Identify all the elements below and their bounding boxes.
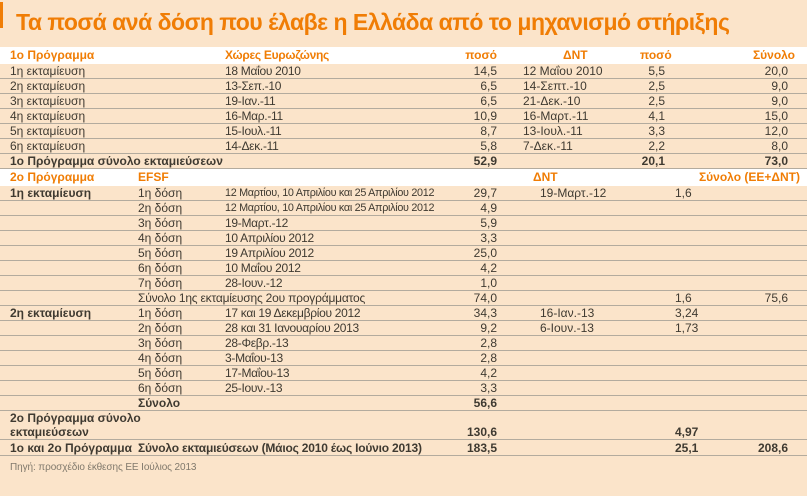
subtotal-label: Σύνολο bbox=[138, 396, 181, 410]
tranche-label: 1η εκταμίευση bbox=[10, 186, 92, 200]
efsf-date: 25-Ιουν.-13 bbox=[225, 381, 283, 395]
dose-label: 2η δόση bbox=[138, 321, 183, 335]
title-bar bbox=[0, 0, 807, 47]
efsf-amount: 74,0 bbox=[473, 291, 497, 305]
imf-date: 19-Μαρτ.-12 bbox=[540, 186, 607, 200]
total-amount: 12,0 bbox=[764, 124, 788, 138]
efsf-date: 10 Μαΐου 2012 bbox=[225, 261, 301, 275]
tranche1-subtotal-row bbox=[0, 291, 807, 306]
efsf-date: 28-Ιουν.-12 bbox=[225, 276, 283, 290]
efsf-amount: 2,8 bbox=[480, 336, 497, 350]
efsf-amount: 130,6 bbox=[466, 425, 497, 439]
ez-date: 14-Δεκ.-11 bbox=[225, 139, 279, 153]
imf-amount: 1,73 bbox=[675, 321, 699, 335]
efsf-column-header: EFSF bbox=[138, 170, 169, 184]
dose-label: 1η δόση bbox=[138, 186, 183, 200]
total-column-header: Σύνολο bbox=[752, 48, 795, 62]
imf-amount-column-header: ποσό bbox=[640, 48, 672, 62]
dose-label: 5η δόση bbox=[138, 246, 183, 260]
efsf-amount: 1,0 bbox=[480, 276, 497, 290]
efsf-date: 28-Φεβρ.-13 bbox=[225, 336, 289, 350]
total-amount: 20,0 bbox=[764, 64, 788, 78]
tranche-label: 4η εκταμίευση bbox=[10, 109, 86, 123]
dose-label: 6η δόση bbox=[138, 261, 183, 275]
imf-amount: 2,5 bbox=[648, 94, 665, 108]
table-row bbox=[0, 109, 807, 124]
imf-amount: 25,1 bbox=[675, 441, 699, 455]
imf-date: 7-Δεκ.-11 bbox=[523, 139, 573, 153]
imf-amount: 1,6 bbox=[675, 291, 692, 305]
table-row bbox=[0, 139, 807, 154]
imf-column-header: ΔΝΤ bbox=[563, 48, 588, 62]
efsf-date: 19-Μαρτ.-12 bbox=[225, 216, 289, 230]
table-row bbox=[0, 246, 807, 261]
eurozone-column-header: Χώρες Ευρωζώνης bbox=[225, 48, 329, 62]
chart-title: Τα ποσά ανά δόση που έλαβε η Ελλάδα από το μηχανισμό στήριξης bbox=[16, 9, 730, 35]
efsf-date: 12 Μαρτίου, 10 Απριλίου και 25 Απριλίου 2012 bbox=[225, 187, 435, 199]
imf-date: 12 Μαΐου 2010 bbox=[523, 64, 603, 78]
ez-amount: 14,5 bbox=[473, 64, 497, 78]
dose-label: 5η δόση bbox=[138, 366, 183, 380]
total-amount: 9,0 bbox=[771, 94, 788, 108]
imf-date: 6-Ιουν.-13 bbox=[540, 321, 594, 335]
efsf-date: 19 Απριλίου 2012 bbox=[225, 246, 314, 260]
grand-total-row bbox=[0, 440, 807, 456]
table-row bbox=[0, 186, 807, 201]
total-amount: 208,6 bbox=[757, 441, 788, 455]
imf-date: 14-Σεπτ.-10 bbox=[523, 79, 587, 93]
imf-column-header: ΔΝΤ bbox=[533, 170, 558, 184]
ez-date: 18 Μαΐου 2010 bbox=[225, 64, 301, 78]
table-row bbox=[0, 381, 807, 396]
efsf-date: 12 Μαρτίου, 10 Απριλίου και 25 Απριλίου 2012 bbox=[225, 202, 435, 214]
efsf-date: 17 και 19 Δεκεμβρίου 2012 bbox=[225, 306, 361, 320]
dose-label: 2η δόση bbox=[138, 201, 183, 215]
efsf-amount: 183,5 bbox=[466, 441, 497, 455]
efsf-date: 10 Απριλίου 2012 bbox=[225, 231, 314, 245]
program2-total-row bbox=[0, 411, 807, 440]
total-label: 1ο Πρόγραμμα σύνολο εκταμιεύσεων bbox=[10, 154, 223, 168]
imf-date: 16-Μαρτ.-11 bbox=[523, 109, 589, 123]
table-row bbox=[0, 336, 807, 351]
table-row bbox=[0, 79, 807, 94]
program2-header-row bbox=[0, 169, 807, 186]
ez-amount: 6,5 bbox=[480, 94, 497, 108]
grand-total-description: Σύνολο εκταμιεύσεων (Μάιος 2010 έως Ιούνιο 2013) bbox=[138, 441, 422, 455]
efsf-amount: 3,3 bbox=[480, 381, 497, 395]
total-amount: 15,0 bbox=[764, 109, 788, 123]
efsf-amount: 34,3 bbox=[473, 306, 497, 320]
table-row bbox=[0, 276, 807, 291]
grand-total-label: 1ο και 2ο Πρόγραμμα bbox=[10, 441, 132, 455]
table-row bbox=[0, 231, 807, 246]
imf-amount: 4,1 bbox=[648, 109, 665, 123]
efsf-amount: 5,9 bbox=[480, 216, 497, 230]
program2-header-label: 2ο Πρόγραμμα bbox=[10, 170, 95, 184]
ez-date: 13-Σεπ.-10 bbox=[225, 79, 282, 93]
ez-date: 19-Ιαν.-11 bbox=[225, 94, 276, 108]
accent-bar bbox=[0, 2, 3, 28]
dose-label: 6η δόση bbox=[138, 381, 183, 395]
efsf-amount: 9,2 bbox=[480, 321, 497, 335]
ez-amount: 52,9 bbox=[473, 154, 497, 168]
imf-amount: 5,5 bbox=[648, 64, 665, 78]
efsf-amount: 4,9 bbox=[480, 201, 497, 215]
efsf-amount: 3,3 bbox=[480, 231, 497, 245]
efsf-date: 28 και 31 Ιανουαρίου 2013 bbox=[225, 321, 359, 335]
dose-label: 3η δόση bbox=[138, 216, 183, 230]
imf-amount: 3,24 bbox=[675, 306, 699, 320]
tranche-label: 2η εκταμίευση bbox=[10, 306, 92, 320]
imf-date: 16-Ιαν.-13 bbox=[540, 306, 595, 320]
subtotal-label: Σύνολο 1ης εκταμίευσης 2ου προγράμματος bbox=[138, 291, 366, 305]
table-row bbox=[0, 94, 807, 109]
dose-label: 7η δόση bbox=[138, 276, 183, 290]
imf-amount: 20,1 bbox=[641, 154, 665, 168]
program1-header-label: 1ο Πρόγραμμα bbox=[10, 48, 95, 62]
ez-amount: 10,9 bbox=[473, 109, 497, 123]
total-amount: 8,0 bbox=[771, 139, 788, 153]
program1-total-row bbox=[0, 154, 807, 169]
table-row bbox=[0, 216, 807, 231]
ez-date: 15-Ιουλ.-11 bbox=[225, 124, 282, 138]
imf-amount: 2,2 bbox=[648, 139, 665, 153]
dose-label: 4η δόση bbox=[138, 231, 183, 245]
table-row bbox=[0, 321, 807, 336]
imf-amount: 2,5 bbox=[648, 79, 665, 93]
table-row bbox=[0, 366, 807, 381]
imf-date: 13-Ιουλ.-11 bbox=[523, 124, 583, 138]
source-note: Πηγή: προσχέδιο έκθεσης ΕΕ Ιούλιος 2013 bbox=[10, 462, 197, 473]
efsf-amount: 2,8 bbox=[480, 351, 497, 365]
efsf-amount: 4,2 bbox=[480, 261, 497, 275]
ez-amount: 8,7 bbox=[480, 124, 497, 138]
total-amount: 9,0 bbox=[771, 79, 788, 93]
table-row bbox=[0, 306, 807, 321]
table-row bbox=[0, 124, 807, 139]
table-row bbox=[0, 201, 807, 216]
imf-amount: 4,97 bbox=[675, 425, 699, 439]
table-row bbox=[0, 261, 807, 276]
tranche-label: 6η εκταμίευση bbox=[10, 139, 86, 153]
total-amount: 75,6 bbox=[764, 291, 788, 305]
tranche-label: 5η εκταμίευση bbox=[10, 124, 86, 138]
imf-amount: 1,6 bbox=[675, 186, 692, 200]
tranche2-subtotal-row bbox=[0, 396, 807, 411]
efsf-amount: 29,7 bbox=[473, 186, 497, 200]
efsf-date: 17-Μαΐου-13 bbox=[225, 366, 290, 380]
dose-label: 1η δόση bbox=[138, 306, 183, 320]
efsf-amount: 56,6 bbox=[473, 396, 497, 410]
efsf-date: 3-Μαΐου-13 bbox=[225, 351, 283, 365]
table-row bbox=[0, 64, 807, 79]
imf-amount: 3,3 bbox=[648, 124, 665, 138]
total-column-header: Σύνολο (ΕΕ+ΔΝΤ) bbox=[698, 170, 800, 184]
efsf-amount: 25,0 bbox=[473, 246, 497, 260]
total-amount: 73,0 bbox=[764, 154, 788, 168]
ez-amount: 6,5 bbox=[480, 79, 497, 93]
tranche-label: 1η εκταμίευση bbox=[10, 64, 86, 78]
total-label: 2ο Πρόγραμμα σύνολο εκταμιεύσεων bbox=[10, 411, 141, 439]
dose-label: 4η δόση bbox=[138, 351, 183, 365]
imf-date: 21-Δεκ.-10 bbox=[523, 94, 581, 108]
tranche-label: 3η εκταμίευση bbox=[10, 94, 86, 108]
ez-amount: 5,8 bbox=[480, 139, 497, 153]
ez-date: 16-Μαρ.-11 bbox=[225, 109, 283, 123]
dose-label: 3η δόση bbox=[138, 336, 183, 350]
efsf-amount: 4,2 bbox=[480, 366, 497, 380]
amount-column-header: ποσό bbox=[465, 48, 497, 62]
table-row bbox=[0, 351, 807, 366]
tranche-label: 2η εκταμίευση bbox=[10, 79, 86, 93]
program1-header-row bbox=[0, 47, 807, 64]
